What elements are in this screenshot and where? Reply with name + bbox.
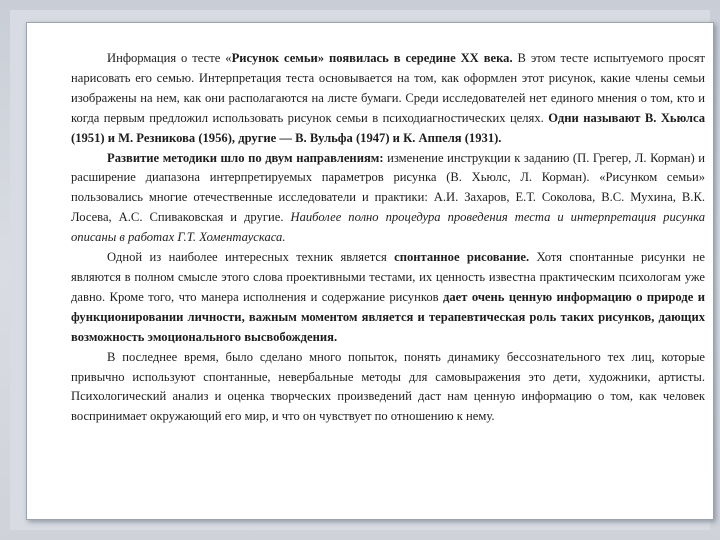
text-run-italic: Наиболее полно процедура проведения теста и интерпретация рисунка описаны в работах Г.Т. Хоментаускаса. — [71, 210, 705, 245]
text-run: изменение инструкции к заданию (П. Грегер, Л. Корман) и расширение диапазона интерпретируемых параметров рисунка (В. Хьюлс, Л. Корман). «Рисунком семьи» пользовались многие отечественные исследователи и практики: А.И. Захаров, Е.Т. Соколова, В.С. Мухина, В.К. Лосева, А.С. Спиваковская и другие. — [71, 150, 705, 225]
text-run-bold: спонтанное рисование. — [394, 250, 530, 265]
paragraph — [71, 248, 705, 348]
text-run: Информация о тесте « — [107, 51, 232, 65]
text-run: Хотя спонтанные рисунки не являются в полном смысле этого слова проективными тестами, их ценность известна практическим психологам уже давно. Кроме того, что манера исполнения и содержание рисунков — [71, 250, 705, 304]
paragraph — [71, 348, 705, 428]
text-run: В последнее время, было сделано много попыток, понять динамику бессознательного тех лиц, которые привычно используют спонтанные, невербальные методы для самовыражения это дети, художники, артисты. Психологический анализ и оценка творческих произведений даст нам ценную информацию о том, как человек воспринимает окружающий его мир, и что он чувствует по отношению к нему. — [71, 349, 705, 424]
document-frame — [26, 22, 714, 520]
text-run-bold: Одни называют В. Хьюлса (1951) и М. Резникова (1956), другие — В. Вульфа (1947) и К. Аппеля (1931). — [71, 110, 705, 145]
paragraph — [71, 49, 705, 149]
document-body — [71, 49, 705, 427]
slide-background — [10, 10, 710, 530]
text-run-bold: Рисунок семьи» появилась в середине XX века. — [231, 51, 513, 65]
text-run-bold: дает очень ценную информацию о природе и функционировании личности, важным моментом является и терапевтическая роль таких рисунков, дающих возможность эмоционального высвобождения. — [71, 289, 705, 344]
paragraph — [71, 149, 705, 249]
text-run: Одной из наиболее интересных техник является — [107, 250, 395, 265]
text-run: В этом тесте испытуемого просят нарисовать его семью. Интерпретация теста основывается на том, как оформлен этот рисунок, какие члены семьи изображены на нем, как они располагаются на листе бумаги. Среди исследователей нет единого мнения о том, кто и когда первым предложил использовать рисунок семьи в психодиагностических целях. — [71, 51, 705, 125]
text-run-bold: Развитие методики шло по двум направлениям: — [107, 150, 384, 165]
